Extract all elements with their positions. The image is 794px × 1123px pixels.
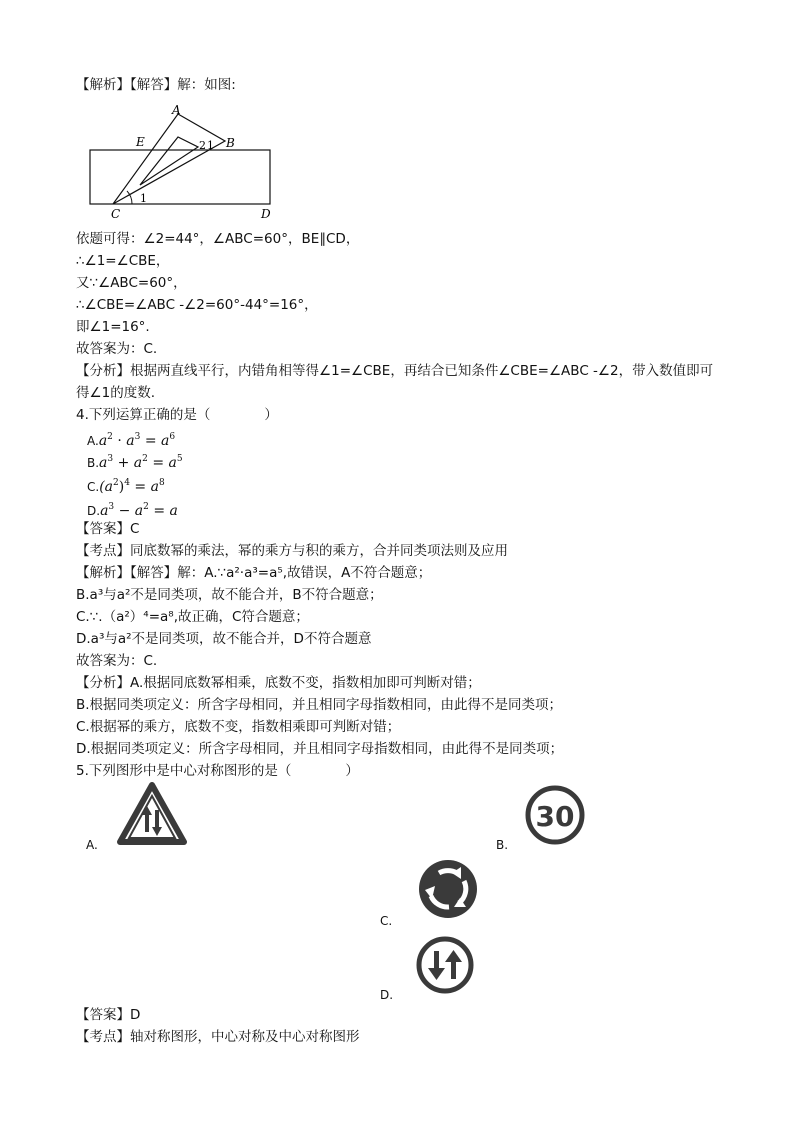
label-b: B bbox=[226, 136, 235, 150]
q5-kaodian: 【考点】轴对称图形，中心对称及中心对称图形 bbox=[76, 1029, 360, 1045]
label-angle-1: 1 bbox=[140, 192, 147, 205]
q5-option-d-label: D. bbox=[380, 988, 394, 1002]
q3-line: ∴∠CBE=∠ABC -∠2=60°-44°=16°， bbox=[76, 297, 318, 313]
q4-line: 故答案为：C. bbox=[76, 653, 158, 669]
solution-intro: 【解析】【解答】解：如图: bbox=[76, 77, 236, 93]
q4-stem: 4.下列运算正确的是（ ） bbox=[76, 407, 278, 423]
sign-d-two-way-traffic-icon bbox=[416, 936, 474, 994]
q4-line: C.∵.（a²）⁴=a⁸,故正确，C符合题意； bbox=[76, 609, 309, 625]
q4-line: B.a³与a²不是同类项，故不能合并，B不符合题意； bbox=[76, 587, 383, 603]
q4-option-b: $B.a^3 + a^2 = a^5$ bbox=[87, 454, 183, 471]
q4-option-d: $D.a^3 - a^2 = a$ bbox=[87, 502, 178, 519]
q3-line: ∴∠1=∠CBE， bbox=[76, 253, 170, 269]
label-d: D bbox=[261, 207, 271, 221]
q3-analysis-cont: 得∠1的度数. bbox=[76, 385, 155, 401]
label-a: A bbox=[172, 103, 181, 117]
q4-kaodian: 【考点】同底数幂的乘法，幂的乘方与积的乘方，合并同类项法则及应用 bbox=[76, 543, 508, 559]
sign-b-speed-limit-icon bbox=[524, 784, 586, 846]
q4-answer: 【答案】C bbox=[76, 521, 140, 537]
label-e: E bbox=[136, 135, 145, 149]
q4-analysis: 【分析】A.根据同底数幂相乘，底数不变，指数相加即可判断对错； bbox=[76, 675, 481, 691]
q5-option-b-label: B. bbox=[496, 838, 509, 852]
q4-option-c: $C.(a^2)^4 = a^8$ bbox=[87, 478, 165, 495]
q3-line: 依题可得：∠2=44°，∠ABC=60°，BE∥CD， bbox=[76, 231, 360, 247]
sign-b-text: 30 bbox=[535, 800, 575, 833]
label-c: C bbox=[111, 207, 121, 221]
q3-line: 又∵∠ABC=60°， bbox=[76, 275, 187, 291]
q3-line: 故答案为：C. bbox=[76, 341, 158, 357]
q5-option-c-label: C. bbox=[380, 914, 393, 928]
q4-line: 【解析】【解答】解：A.∵a²·a³=a⁵,故错误，A不符合题意； bbox=[76, 565, 432, 581]
q4-line: D.a³与a²不是同类项，故不能合并，D不符合题意 bbox=[76, 631, 372, 647]
label-angle-2b: 1 bbox=[207, 139, 214, 152]
label-angle-2: 2 bbox=[199, 139, 206, 152]
q4-analysis: B.根据同类项定义：所含字母相同，并且相同字母指数相同，由此得不是同类项； bbox=[76, 697, 563, 713]
q3-analysis: 【分析】根据两直线平行，内错角相等得∠1=∠CBE，再结合已知条件∠CBE=∠ABC -∠2，带入数值即可 bbox=[76, 363, 714, 379]
q4-analysis: D.根据同类项定义：所含字母相同，并且相同字母指数相同，由此得不是同类项； bbox=[76, 741, 564, 757]
q5-option-a-label: A. bbox=[86, 838, 98, 852]
q3-line: 即∠1=16°. bbox=[76, 319, 150, 335]
sign-a-warning-triangle-icon bbox=[117, 782, 187, 846]
sign-c-roundabout-icon bbox=[417, 858, 479, 920]
q5-stem: 5.下列图形中是中心对称图形的是（ ） bbox=[76, 763, 359, 779]
geometry-figure bbox=[80, 100, 280, 225]
q5-answer: 【答案】D bbox=[76, 1007, 141, 1023]
q4-analysis: C.根据幂的乘方，底数不变，指数相乘即可判断对错； bbox=[76, 719, 401, 735]
q4-option-a: $A.a^2 \cdot a^3 = a^6$ bbox=[87, 432, 176, 449]
